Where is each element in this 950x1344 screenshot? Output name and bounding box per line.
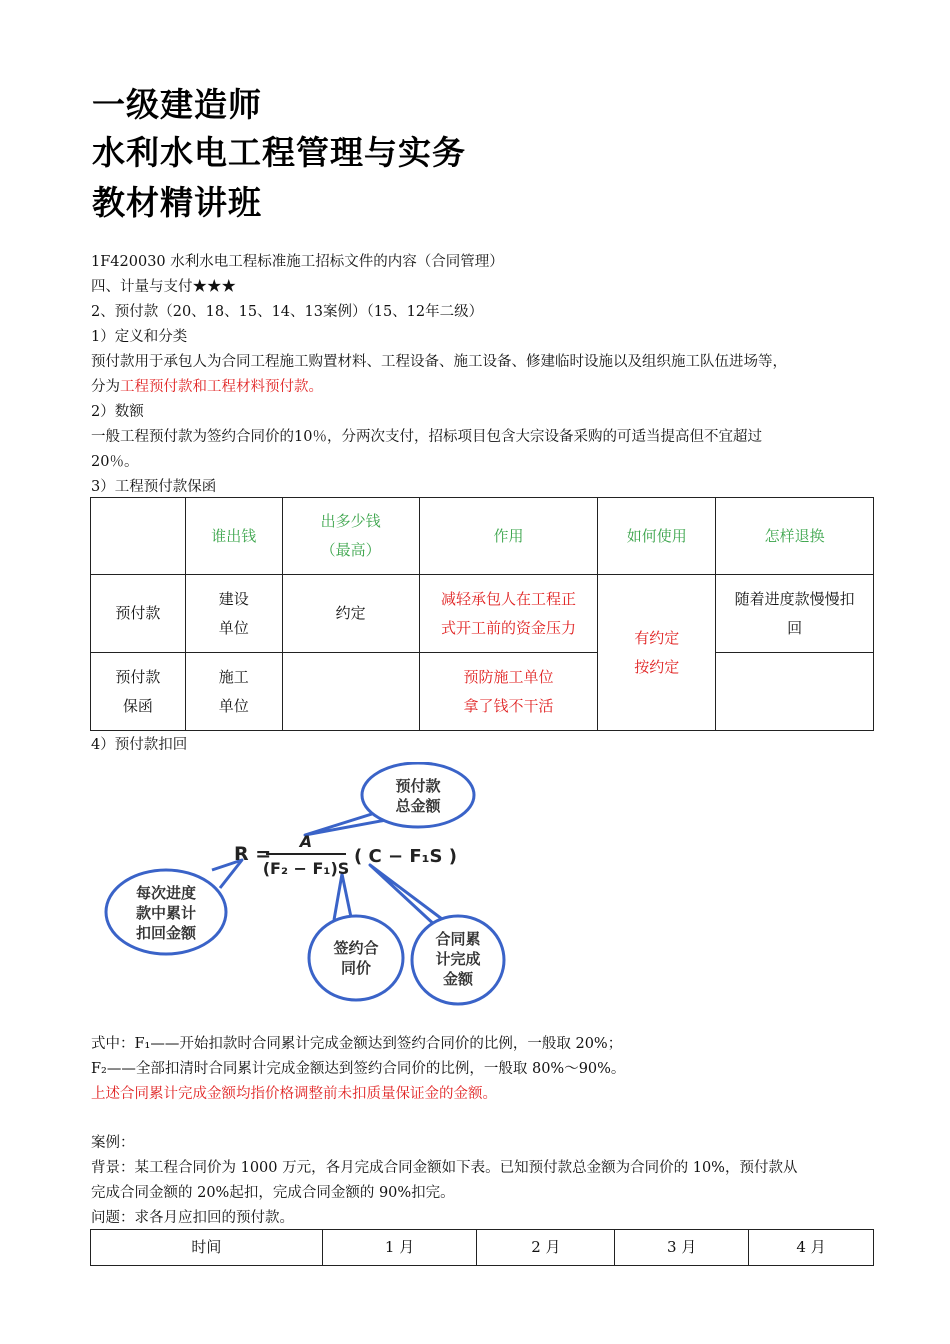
note-red: 上述合同累计完成金额均指价格调整前未扣质量保证金的金额。 <box>91 1086 497 1102</box>
bubble-C-tail <box>370 865 446 928</box>
bubble-C-text-2: 计完成 <box>435 950 481 968</box>
bubble-C-text-1: 合同累 <box>435 930 481 948</box>
guarantee-table <box>90 497 874 731</box>
title-subject: 水利水电工程管理与实务 <box>92 133 466 172</box>
bubble-S <box>309 916 403 1000</box>
definition-line-1: 预付款用于承包人为合同工程施工购置材料、工程设备、施工设备、修建临时设施以及组织施工队伍进场等， <box>91 354 787 370</box>
header-empty <box>91 498 186 575</box>
row-label-guarantee: 预付款 保函 <box>91 653 186 731</box>
header-refund: 怎样退换 <box>716 498 874 575</box>
month-header-1: 1 月 <box>322 1230 477 1266</box>
formula-lhs: R = <box>234 843 272 865</box>
header-amount: 出多少钱 （最高） <box>282 498 419 575</box>
formula-tail: ( C − F₁S ) <box>354 846 457 867</box>
table-header-row <box>91 498 874 575</box>
month-table <box>90 1229 874 1266</box>
case-question: 问题：求各月应扣回的预付款。 <box>91 1210 294 1226</box>
row-refund: 随着进度款慢慢扣 回 <box>716 575 874 653</box>
definition-line-2: 分为工程预付款和工程材料预付款。 <box>91 379 323 395</box>
header-payer: 谁出钱 <box>185 498 282 575</box>
bubble-R-text-1: 每次进度 <box>135 884 197 902</box>
item-advance-payment: 2、预付款（20、18、15、14、13案例）（15、12年二级） <box>91 304 484 320</box>
header-usage: 如何使用 <box>598 498 716 575</box>
row-label-advance: 预付款 <box>91 575 186 653</box>
row-refund-empty <box>716 653 874 731</box>
month-header-3: 3 月 <box>615 1230 749 1266</box>
bubble-total <box>362 763 474 827</box>
case-background-2: 完成合同金额的 20%起扣，完成合同金额的 90%扣完。 <box>91 1185 455 1201</box>
note-f2: F₂——全部扣清时合同累计完成金额达到签约合同价的比例，一般取 80%～90%。 <box>91 1061 626 1077</box>
bubble-R-text-3: 扣回金额 <box>135 924 197 942</box>
amount-line-1: 一般工程预付款为签约合同价的10％，分两次支付，招标项目包含大宗设备采购的可适当提高但不宜超过 <box>91 429 762 445</box>
row-effect: 减轻承包人在工程正 式开工前的资金压力 <box>419 575 598 653</box>
month-header-4: 4 月 <box>749 1230 874 1266</box>
table-row <box>91 653 874 731</box>
row-effect: 预防施工单位 拿了钱不干活 <box>419 653 598 731</box>
row-payer: 施工 单位 <box>185 653 282 731</box>
title-course: 教材精讲班 <box>92 183 262 222</box>
formula-denominator: (F₂ − F₁)S <box>262 859 350 878</box>
table-row <box>91 1230 874 1266</box>
month-header-2: 2 月 <box>477 1230 615 1266</box>
item-deduction: 4）预付款扣回 <box>91 737 188 753</box>
header-effect: 作用 <box>419 498 598 575</box>
bubble-S-tail <box>334 874 352 922</box>
formula-numerator: A <box>299 832 313 851</box>
bubble-C-text-3: 金额 <box>442 970 474 988</box>
item-amount: 2）数额 <box>91 404 144 420</box>
bubble-total-text-1: 预付款 <box>395 777 441 795</box>
amount-line-2: 20％。 <box>91 454 139 470</box>
case-label: 案例： <box>91 1135 135 1151</box>
definition-highlight: 工程预付款和工程材料预付款。 <box>120 379 323 395</box>
bubble-S-text-2: 同价 <box>340 959 372 977</box>
row-amount-empty <box>282 653 419 731</box>
title-exam: 一级建造师 <box>92 85 262 124</box>
item-definition: 1）定义和分类 <box>91 329 188 345</box>
row-payer: 建设 单位 <box>185 575 282 653</box>
bubble-total-text-2: 总金额 <box>395 797 441 815</box>
month-header-time: 时间 <box>91 1230 323 1266</box>
note-f1: 式中：F₁——开始扣款时合同累计完成金额达到签约合同价的比例，一般取 20%； <box>91 1036 623 1052</box>
section-four: 四、计量与支付★★★ <box>91 279 236 295</box>
usage-cell: 有约定 按约定 <box>598 575 716 731</box>
item-guarantee: 3）工程预付款保函 <box>91 479 217 495</box>
table-row <box>91 575 874 653</box>
case-background-1: 背景：某工程合同价为 1000 万元，各月完成合同金额如下表。已知预付款总金额为合同价的 10%，预付款从 <box>91 1160 798 1176</box>
deduction-formula-diagram <box>100 762 520 1012</box>
section-code: 1F420030 水利水电工程标准施工招标文件的内容（合同管理） <box>91 254 504 270</box>
bubble-R-text-2: 款中累计 <box>135 904 197 922</box>
bubble-S-text-1: 签约合 <box>333 939 379 957</box>
row-amount: 约定 <box>282 575 419 653</box>
